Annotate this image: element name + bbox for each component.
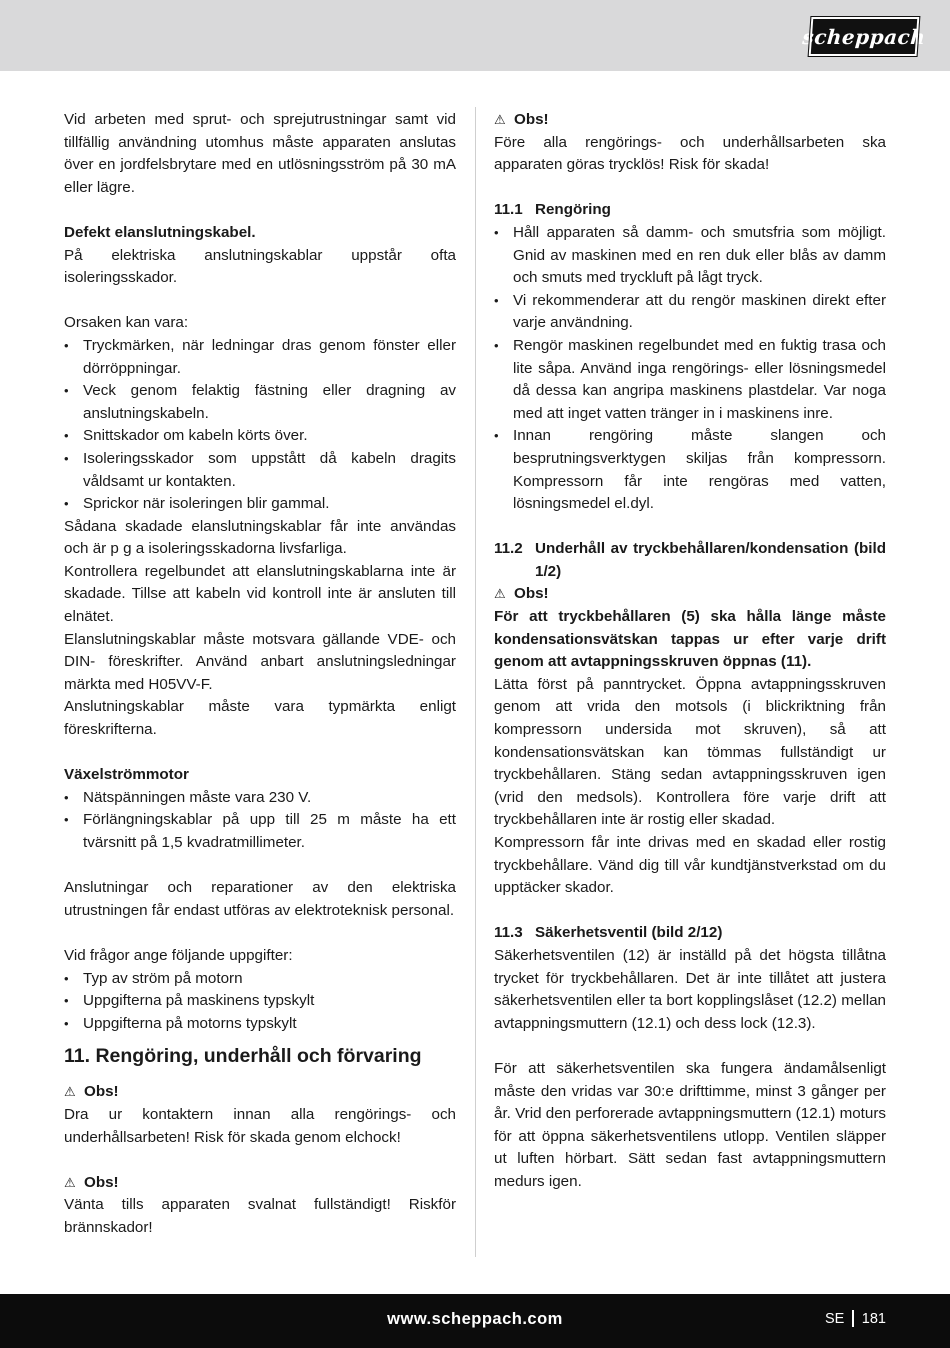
defekt-heading: Defekt elanslutningskabel. [64, 223, 256, 241]
list-item: • Vi rekommenderar att du rengör maskinen direkt efter varje användning. [494, 290, 886, 335]
sadana-paragraph: Sådana skadade elanslutningskablar får inte användas och är p g a isoleringsskadorna livsfarliga. [64, 517, 456, 558]
warning-triangle-icon: ⚠ [64, 1084, 76, 1100]
list-item: • Förlängningskablar på upp till 25 m måste ha ett tvärsnitt på 1,5 kvadratmillimeter. [64, 809, 456, 854]
brand-logo: scheppach [809, 17, 920, 56]
fragor-label: Vid frågor ange följande uppgifter: [64, 946, 293, 964]
rengoring-list [494, 222, 886, 516]
list-item: • Nätspänningen måste vara 230 V. [64, 787, 456, 810]
orsaken-list [64, 335, 456, 516]
vaxel-list [64, 787, 456, 855]
vaxel-heading: Växelströmmotor [64, 766, 189, 784]
warning-text: Vänta tills apparaten svalnat fullständigt! Riskför brännskador! [64, 1196, 456, 1236]
anslutningar-paragraph: Anslutningar och reparationer av den elektriska utrustningen får endast utföras av elektroteknisk personal. [64, 879, 456, 919]
column-divider [475, 107, 476, 1257]
left-column [64, 109, 456, 1240]
defekt-text: På elektriska anslutningskablar uppstår ofta isoleringsskador. [64, 246, 456, 287]
language-code: SE [824, 1310, 845, 1327]
elanslutning-paragraph: Elanslutningskablar måste motsvara gällande VDE- och DIN- föreskrifter. Använd anbart anslutningsledningar märkta med H05VV-F. [64, 630, 456, 693]
intro-paragraph: Vid arbeten med sprut- och sprejutrustningar samt vid tillfällig användning utomhus måste apparaten anslutas över en jordfelsbrytare med en utlösningsström på 30 mA eller lägre. [64, 111, 456, 196]
right-column [494, 109, 886, 1194]
website-link[interactable]: www.scheppach.com [387, 1310, 563, 1328]
subsection-heading-11-2: 11.2 Underhåll av tryckbehållaren/kondensation (bild 1/2) [494, 540, 886, 580]
subsection-heading-11-1: 11.1 Rengöring [494, 201, 611, 219]
list-item: • Isoleringsskador som uppstått då kabeln dragits våldsamt ur kontakten. [64, 448, 456, 493]
list-item: • Håll apparaten så damm- och smutsfria som möjligt. Gnid av maskinen med en ren duk eller blås av damm och smuts med tryckluft på lågt tryck. [494, 222, 886, 290]
warning-heading: ⚠ Obs! [494, 109, 886, 132]
warning-triangle-icon: ⚠ [494, 112, 506, 127]
page-indicator [825, 1310, 886, 1327]
warning-text: Före alla rengörings- och underhållsarbeten ska apparaten göras trycklös! Risk för skada! [494, 133, 886, 174]
list-item: • Innan rengöring måste slangen och besprutningsverktygen skiljas från kompressorn. Kompressorn får inte rengöras med vatten, lösningsmedel el.dyl. [494, 425, 886, 515]
fragor-list [64, 968, 456, 1036]
underhall-paragraph-2: Kompressorn får inte drivas med en skadad eller rostig tryckbehållare. Vänd dig till vår kundtjänstverkstad om du upptäcker skador. [494, 834, 886, 897]
list-item: • Veck genom felaktig fästning eller dragning av anslutningskabeln. [64, 380, 456, 425]
kontrollera-paragraph: Kontrollera regelbundet att elanslutningskablarna inte är skadade. Tillse att kabeln vid kontroll inte är ansluten till elnätet. [64, 562, 456, 626]
subsection-heading-11-3: 11.3 Säkerhetsventil (bild 2/12) [494, 924, 723, 942]
page-number: 181 [861, 1310, 886, 1327]
list-item: • Tryckmärken, när ledningar dras genom fönster eller dörröppningar. [64, 335, 456, 380]
warning-heading: ⚠ Obs! [64, 1172, 456, 1195]
list-item: • Rengör maskinen regelbundet med en fuktig trasa och lite såpa. Använd inga rengörings- eller lösningsmedel då dessa kan angripa maskinens plastdelar. Var noga med att inget vatten tränger in i maskinens inre. [494, 335, 886, 425]
list-item: • Sprickor när isoleringen blir gammal. [64, 493, 456, 516]
warning-text: Dra ur kontaktern innan alla rengörings- och underhållsarbeten! Risk för skada genom elchock! [64, 1105, 456, 1146]
section-heading: 11. Rengöring, underhåll och förvaring [64, 1045, 422, 1068]
anslutningskablar-paragraph: Anslutningskablar måste vara typmärkta enligt föreskrifterna. [64, 698, 456, 739]
orsaken-label: Orsaken kan vara: [64, 314, 189, 332]
underhall-paragraph: Lätta först på panntrycket. Öppna avtappningsskruven genom att vrida den motsols (i blickriktning från kompressorn undersida mot skruven), så att kondensationsvätskan kan tömmas fullständigt ur tryckbehållaren. Stäng sedan avtappningsskruven igen (vrid den medsols). Kontrollera före varje drift att tryckbehållaren inte är rostig eller skadad. [494, 675, 886, 829]
list-item: • Typ av ström på motorn [64, 968, 456, 991]
warning-triangle-icon: ⚠ [494, 586, 506, 602]
warning-heading: ⚠ Obs! [494, 583, 886, 606]
list-item: • Uppgifterna på maskinens typskylt [64, 990, 456, 1013]
sakerhetsventil-paragraph: Säkerhetsventilen (12) är inställd på det högsta tillåtna trycket för tryckbehållaren. Det är inte tillåtet att justera säkerhetsventilen eller ta bort kopplingslåset (12.2) mellan avtappningsmuttern (12.1) och dess lock (12.3). [494, 946, 886, 1032]
warning-bold-text: För att tryckbehållaren (5) ska hålla länge måste kondensationsvätskan tappas ur efter varje drift genom att avtappningsskruven öppnas (11). [494, 608, 886, 671]
list-item: • Uppgifterna på motorns typskylt [64, 1013, 456, 1036]
footer-bar [0, 1294, 950, 1348]
list-item: • Snittskador om kabeln körts över. [64, 425, 456, 448]
warning-heading: ⚠ Obs! [64, 1081, 456, 1104]
sakerhetsventil-paragraph-2: För att säkerhetsventilen ska fungera ändamålsenligt måste den vridas var 30:e drifttimme, minst 3 gånger per år. Vrid den perforerade avtappningsmuttern (12.1) moturs för att öppna säkerhetsventilens utlopp. Ventilen släpper ut luften hörbart. Sätt sedan fast avtappningsmuttern medurs igen. [494, 1059, 886, 1190]
page-separator [852, 1310, 854, 1327]
warning-triangle-icon: ⚠ [64, 1174, 76, 1190]
